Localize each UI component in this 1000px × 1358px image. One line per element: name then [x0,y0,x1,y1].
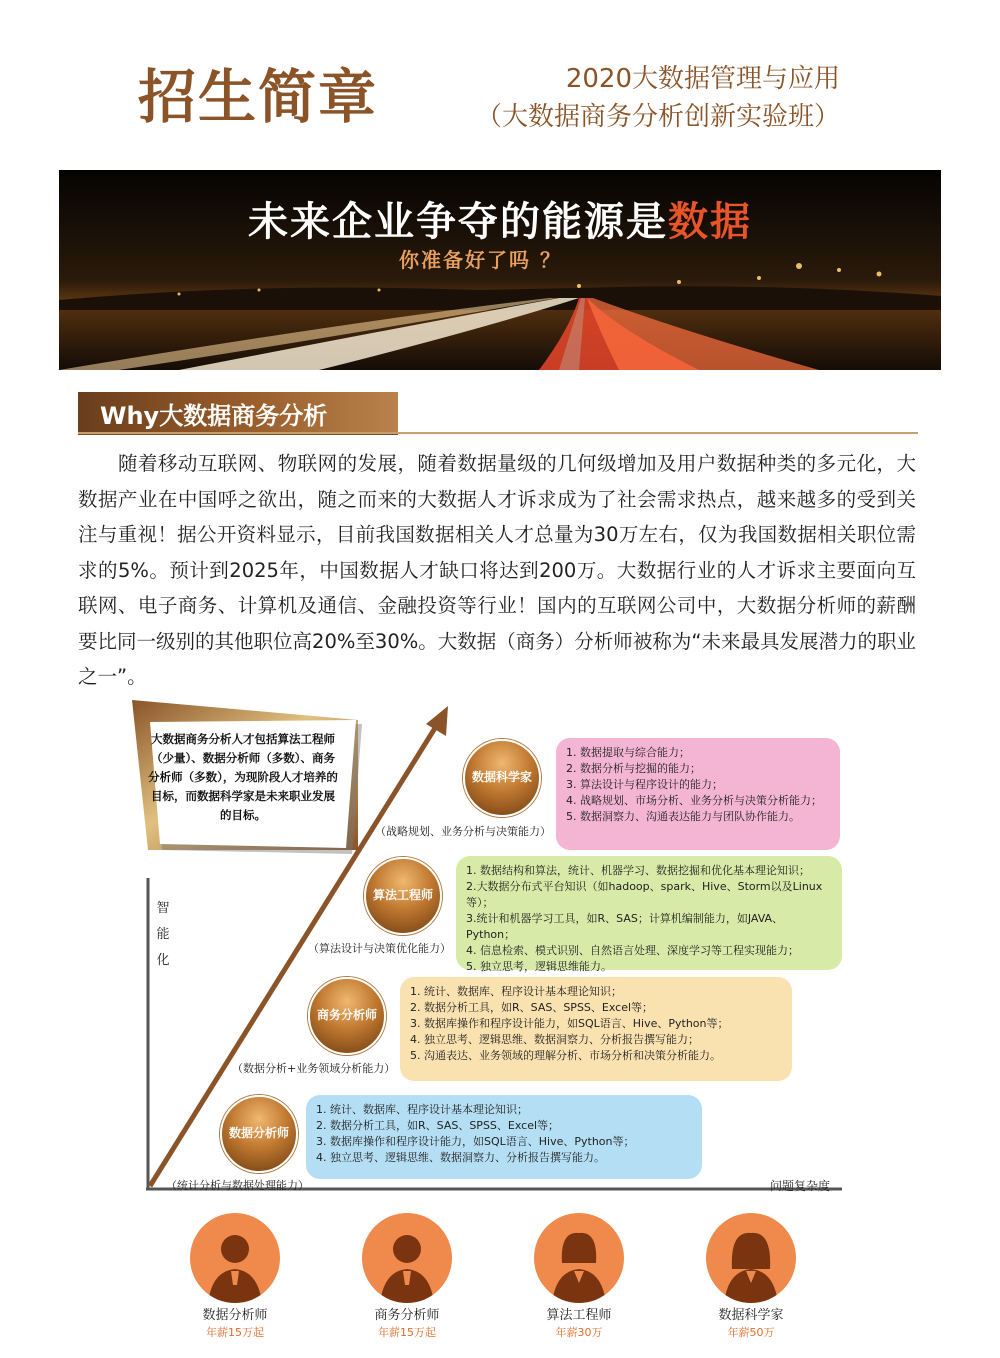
hero-banner [59,170,941,370]
skill-item: 3. 数据库操作和程序设计能力，如SQL语言、Hive、Python等； [410,1017,729,1030]
skill-list-algorithm [456,856,842,981]
skill-item: 1. 统计、数据库、程序设计基本理论知识； [316,1103,528,1116]
skill-item: 5. 沟通表达、业务领域的理解分析、市场分析和决策分析能力。 [410,1049,721,1062]
person-role: 算法工程师 [546,1308,612,1323]
role-badge-label: 商务分析师 [316,1008,377,1022]
skill-list-scientist [556,738,840,831]
person-icon [190,1213,280,1303]
person-salary: 年薪15万起 [378,1326,436,1339]
skill-item: 5. 数据洞察力、沟通表达能力与团队协作能力。 [566,810,800,823]
intro-paragraph: 随着移动互联网、物联网的发展，随着数据量级的几何级增加及用户数据种类的多元化，大数据产业在中国呼之欲出，随之而来的大数据人才诉求成为了社会需求热点，越来越多的受到关注与重视！据公开资料显示，目前我国数据相关人才总量为30万左右，仅为我国数据相关职位需求的5%。预计到2025年，中国数据人才缺口将达到200万。大数据行业的人才诉求主要面向互联网、电子商务、计算机及通信、金融投资等行业！国内的互联网公司中，大数据分析师的薪酬要比同一级别的其他职位高20%至30%。大数据（商务）分析师被称为“未来最具发展潜力的职业之一”。 [78,452,916,688]
program-name: 2020大数据管理与应用 [565,64,840,94]
skill-item: 5. 独立思考，逻辑思维能力。 [466,960,612,973]
skill-item: 4. 战略规划、市场分析、业务分析与决策分析能力； [566,794,822,807]
role-caption-business: （数据分析+业务领域分析能力） [232,1062,396,1075]
person-role: 数据分析师 [202,1308,268,1323]
person-avatar-algorithm-engineer [534,1213,624,1303]
role-badge-label: 算法工程师 [372,888,433,902]
skill-item: 3.统计和机器学习工具，如R、SAS；计算机编制能力，如JAVA、Python； [466,912,784,941]
skill-item: 4. 信息检索、模式识别、自然语言处理、深度学习等工程实现能力； [466,944,799,957]
role-badge-business [308,977,386,1055]
person-salary: 年薪30万 [555,1326,603,1339]
person-icon [706,1213,796,1303]
role-badge-label: 数据科学家 [471,770,532,784]
skill-item: 1. 数据结构和算法，统计、机器学习、数据挖掘和优化基本理论知识； [466,864,810,877]
skill-item: 2. 数据分析工具，如R、SAS、SPSS、Excel等； [316,1119,560,1132]
skill-list-data [306,1095,702,1172]
note-text: 大数据商务分析人才包括算法工程师（少量）、数据分析师（多数）、商务分析师（多数），为现阶段人才培养的目标，而数据科学家是未来职业发展的目标。 [148,732,338,822]
skill-item: 3. 算法设计与程序设计的能力； [566,778,723,791]
section-heading-bar [78,392,398,435]
role-badge-scientist [463,739,541,817]
role-badge-algorithm [364,857,442,935]
page-title: 招生简章 [138,63,379,131]
person-salary: 年薪15万起 [206,1326,264,1339]
role-caption-algorithm: （算法设计与决策优化能力） [308,942,451,955]
skill-item: 1. 统计、数据库、程序设计基本理论知识； [410,985,622,998]
person-salary: 年薪50万 [727,1326,775,1339]
role-caption-scientist: （战略规划、业务分析与决策能力） [375,825,551,838]
skill-item: 2. 数据分析与挖掘的能力； [566,762,701,775]
banner-headline [59,190,941,247]
person-avatar-data-scientist [706,1213,796,1303]
person-icon [362,1213,452,1303]
skill-item: 2.大数据分布式平台知识（如hadoop、spark、Hive、Storm以及Linux等）； [466,880,823,909]
skill-item: 3. 数据库操作和程序设计能力，如SQL语言、Hive、Python等； [316,1135,635,1148]
role-badge-data [220,1095,298,1173]
person-icon [534,1213,624,1303]
y-axis-label: 智能化 [156,901,170,968]
section-heading: Why大数据商务分析 [100,402,328,430]
skill-item: 2. 数据分析工具，如R、SAS、SPSS、Excel等； [410,1001,654,1014]
banner-headline-main: 未来企业争夺的能源是 [248,199,668,245]
skill-list-business [400,977,792,1070]
skill-item: 1. 数据提取与综合能力； [566,746,690,759]
role-caption-data: （统计分析与数据处理能力） [166,1179,309,1192]
person-role: 商务分析师 [374,1308,440,1323]
growth-arrow-head [426,706,448,736]
skill-item: 4. 独立思考、逻辑思维、数据洞察力、分析报告撰写能力。 [316,1151,605,1164]
person-avatar-business-analyst [362,1213,452,1303]
x-axis-label: 问题复杂度 [770,1179,831,1193]
banner-headline-highlight: 数据 [668,199,752,245]
section-divider [78,432,918,434]
banner-subheadline: 你准备好了吗 ？ [399,248,562,272]
person-avatar-data-analyst [190,1213,280,1303]
skill-item: 4. 独立思考、逻辑思维、数据洞察力、分析报告撰写能力； [410,1033,699,1046]
role-badge-label: 数据分析师 [228,1126,289,1140]
person-role: 数据科学家 [718,1308,784,1323]
program-class: （大数据商务分析创新实验班） [475,102,840,132]
